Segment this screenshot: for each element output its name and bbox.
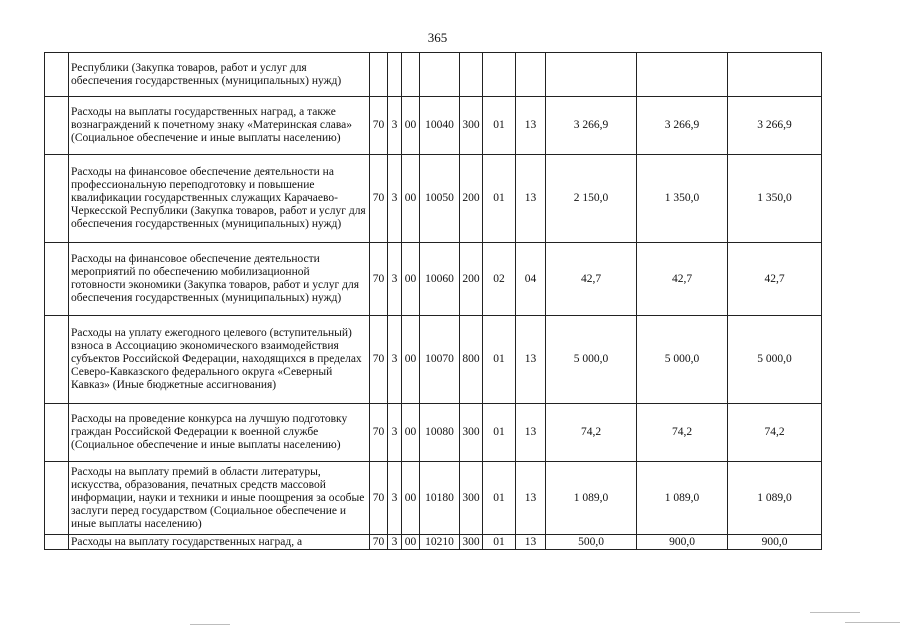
table-row [45,243,822,316]
code-subprogram [402,53,420,97]
code-subprogram: 00 [402,243,420,316]
row-blank-cell [45,404,69,462]
code-expense-type: 300 [460,462,483,535]
code-subprogram: 00 [402,535,420,550]
code-subsection: 04 [516,243,546,316]
amount-year-1: 42,7 [546,243,637,316]
amount-year-2: 1 350,0 [637,155,728,243]
code-section: 01 [483,404,516,462]
amount-year-3: 5 000,0 [728,316,822,404]
code-ministry: 70 [370,97,388,155]
amount-year-3: 1 350,0 [728,155,822,243]
code-program: 3 [388,97,402,155]
code-direction: 10050 [420,155,460,243]
code-expense-type: 200 [460,243,483,316]
row-name: Расходы на выплату премий в области литературы, искусства, образования, печатных средств массовой информации, науки и техники и иные поощрения за особые заслуги перед государством (Социальное обеспечение и иные выплаты населению) [69,462,370,535]
code-section: 01 [483,462,516,535]
amount-year-1: 5 000,0 [546,316,637,404]
code-direction: 10070 [420,316,460,404]
table-row [45,316,822,404]
code-direction: 10080 [420,404,460,462]
row-name: Расходы на выплату государственных наград, а [69,535,370,550]
code-direction: 10060 [420,243,460,316]
amount-year-2: 1 089,0 [637,462,728,535]
code-program: 3 [388,316,402,404]
code-ministry: 70 [370,316,388,404]
code-expense-type [460,53,483,97]
table-row [45,53,822,97]
row-blank-cell [45,243,69,316]
code-direction: 10040 [420,97,460,155]
amount-year-2: 3 266,9 [637,97,728,155]
row-name: Республики (Закупка товаров, работ и услуг для обеспечения государственных (муниципальных) нужд) [69,53,370,97]
scan-artifact-line [190,624,230,625]
code-subsection: 13 [516,97,546,155]
row-blank-cell [45,316,69,404]
code-expense-type: 300 [460,97,483,155]
row-blank-cell [45,462,69,535]
row-name: Расходы на уплату ежегодного целевого (вступительный) взноса в Ассоциацию экономического взаимодействия субъектов Российской Федерации, находящихся в пределах Северо-Кавказского федерального округа «Северный Кавказ» (Иные бюджетные ассигнования) [69,316,370,404]
code-program: 3 [388,243,402,316]
code-subprogram: 00 [402,97,420,155]
code-direction: 10210 [420,535,460,550]
amount-year-3: 3 266,9 [728,97,822,155]
code-program: 3 [388,404,402,462]
code-ministry: 70 [370,155,388,243]
amount-year-3: 900,0 [728,535,822,550]
table-row [45,404,822,462]
amount-year-2: 42,7 [637,243,728,316]
table-row [45,535,822,550]
amount-year-2: 900,0 [637,535,728,550]
code-subsection: 13 [516,155,546,243]
code-subsection: 13 [516,462,546,535]
budget-table [44,52,822,550]
code-ministry [370,53,388,97]
amount-year-2: 74,2 [637,404,728,462]
code-ministry: 70 [370,535,388,550]
code-expense-type: 300 [460,404,483,462]
code-subprogram: 00 [402,462,420,535]
amount-year-3: 74,2 [728,404,822,462]
code-subsection: 13 [516,316,546,404]
scan-artifact-line [810,612,860,613]
code-section: 01 [483,535,516,550]
code-ministry: 70 [370,462,388,535]
row-blank-cell [45,155,69,243]
row-name: Расходы на финансовое обеспечение деятельности на профессиональную переподготовку и повышение квалификации государственных служащих Карачаево-Черкесской Республики (Закупка товаров, работ и услуг для обеспечения государственных (муниципальных) нужд) [69,155,370,243]
amount-year-3: 1 089,0 [728,462,822,535]
row-blank-cell [45,97,69,155]
code-subsection: 13 [516,404,546,462]
amount-year-2: 5 000,0 [637,316,728,404]
code-expense-type: 800 [460,316,483,404]
code-ministry: 70 [370,243,388,316]
page-number: 365 [427,30,448,45]
code-section: 01 [483,316,516,404]
amount-year-2 [637,53,728,97]
code-ministry: 70 [370,404,388,462]
code-expense-type: 200 [460,155,483,243]
code-section: 01 [483,155,516,243]
amount-year-1: 1 089,0 [546,462,637,535]
code-direction: 10180 [420,462,460,535]
amount-year-1: 2 150,0 [546,155,637,243]
row-name: Расходы на финансовое обеспечение деятельности мероприятий по обеспечению мобилизационной готовности экономики (Закупка товаров, работ и услуг для обеспечения государственных (муниципальных) нужд) [69,243,370,316]
code-program: 3 [388,155,402,243]
amount-year-1 [546,53,637,97]
code-subprogram: 00 [402,316,420,404]
code-program [388,53,402,97]
code-section [483,53,516,97]
table-row [45,462,822,535]
amount-year-1: 500,0 [546,535,637,550]
amount-year-3 [728,53,822,97]
code-section: 02 [483,243,516,316]
row-blank-cell [45,53,69,97]
row-blank-cell [45,535,69,550]
code-program: 3 [388,462,402,535]
amount-year-1: 3 266,9 [546,97,637,155]
code-expense-type: 300 [460,535,483,550]
amount-year-3: 42,7 [728,243,822,316]
row-name: Расходы на выплаты государственных наград, а также вознаграждений к почетному знаку «Материнская слава» (Социальное обеспечение и иные выплаты населению) [69,97,370,155]
code-program: 3 [388,535,402,550]
code-subsection: 13 [516,535,546,550]
code-section: 01 [483,97,516,155]
scan-artifact-line [845,622,900,623]
code-subprogram: 00 [402,155,420,243]
code-subprogram: 00 [402,404,420,462]
row-name: Расходы на проведение конкурса на лучшую подготовку граждан Российской Федерации к военной службе (Социальное обеспечение и иные выплаты населению) [69,404,370,462]
table-row [45,97,822,155]
code-subsection [516,53,546,97]
code-direction [420,53,460,97]
table-row [45,155,822,243]
amount-year-1: 74,2 [546,404,637,462]
